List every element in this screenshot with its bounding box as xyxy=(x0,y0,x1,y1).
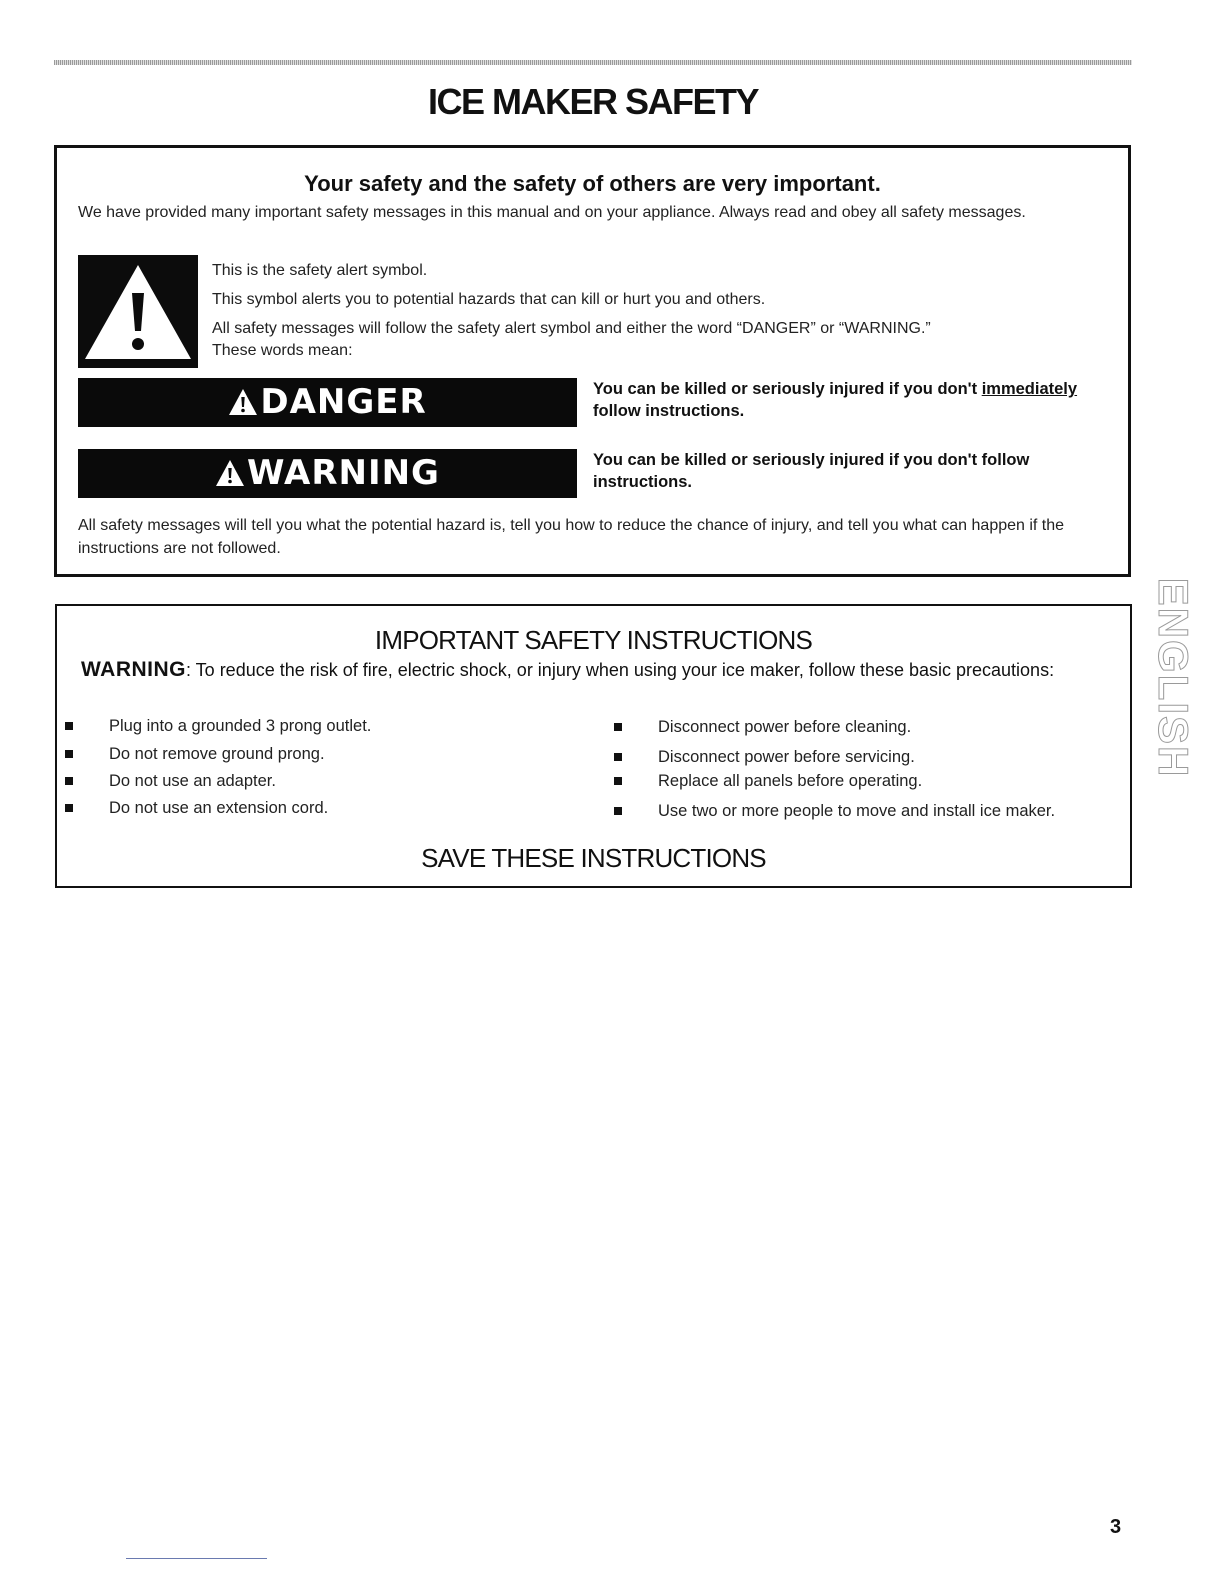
page-title: ICE MAKER SAFETY xyxy=(427,81,759,122)
precautions-right-list xyxy=(606,716,1126,821)
side-tab-label: ENGLISH xyxy=(1150,577,1197,779)
alert-line: This symbol alerts you to potential hazards that can kill or hurt you and others. xyxy=(212,291,766,308)
danger-label: DANGER xyxy=(260,382,427,422)
list-item xyxy=(57,798,577,818)
list-item xyxy=(606,771,1126,791)
warning-label: WARNING xyxy=(247,453,440,493)
safety-headline: Your safety and the safety of others are very important. xyxy=(304,171,881,196)
warning-text: : To reduce the risk of fire, electric shock, or injury when using your ice maker, follow these basic precautions: xyxy=(186,660,1055,680)
bullet-icon xyxy=(614,753,622,761)
top-dotted-rule xyxy=(54,60,1132,65)
instructions-warning xyxy=(81,658,1111,682)
list-item-text: Plug into a grounded 3 prong outlet. xyxy=(109,717,372,735)
safety-message-box xyxy=(54,145,1131,577)
danger-signal-bar xyxy=(78,378,577,427)
list-item-text: Replace all panels before operating. xyxy=(658,772,923,790)
list-item-text: Do not use an extension cord. xyxy=(109,799,329,817)
list-item xyxy=(57,744,577,764)
list-item-text: Disconnect power before servicing. xyxy=(658,748,915,766)
list-item xyxy=(57,716,577,736)
danger-description xyxy=(593,378,1123,422)
alert-line: These words mean: xyxy=(212,342,353,359)
list-item-text: Do not use an adapter. xyxy=(109,772,276,790)
safety-outro: All safety messages will tell you what the potential hazard is, tell you how to reduce the chance of injury, and tell you what can happen if the instructions are not followed. xyxy=(78,517,1065,557)
language-side-tab xyxy=(1150,563,1197,793)
warning-signal-bar xyxy=(78,449,577,498)
alert-line: This is the safety alert symbol. xyxy=(212,262,428,279)
alert-line: All safety messages will follow the safety alert symbol and either the word “DANGER” or “WARNING.” xyxy=(212,320,931,337)
danger-text-part: follow instructions. xyxy=(593,402,745,420)
list-item xyxy=(606,801,1126,821)
safety-intro: We have provided many important safety messages in this manual and on your appliance. Always read and obey all safety messages. xyxy=(78,204,1026,221)
list-item xyxy=(57,771,577,791)
safety-alert-icon xyxy=(78,255,198,368)
alert-triangle-icon xyxy=(228,381,258,430)
bullet-icon xyxy=(65,804,73,812)
list-item-text: Do not remove ground prong. xyxy=(109,745,325,763)
bullet-icon xyxy=(65,722,73,730)
list-item-text: Use two or more people to move and install ice maker. xyxy=(658,802,1056,820)
list-item xyxy=(606,747,1126,767)
danger-text-part: You can be killed or seriously injured if you don't xyxy=(593,380,982,398)
alert-triangle-icon xyxy=(215,452,245,501)
bullet-icon xyxy=(614,777,622,785)
save-instructions-title: SAVE THESE INSTRUCTIONS xyxy=(421,843,766,873)
warning-description: You can be killed or seriously injured if you don't follow instructions. xyxy=(593,451,1030,491)
list-item xyxy=(606,717,1126,737)
warning-word: WARNING xyxy=(81,658,186,681)
footer-rule xyxy=(126,1558,267,1559)
bullet-icon xyxy=(65,750,73,758)
instructions-title: IMPORTANT SAFETY INSTRUCTIONS xyxy=(374,625,813,655)
alert-symbol-explanation xyxy=(212,260,1112,369)
danger-text-emphasis: immediately xyxy=(981,380,1078,398)
important-safety-instructions-box xyxy=(55,604,1132,888)
bullet-icon xyxy=(65,777,73,785)
precautions-left-list xyxy=(57,716,577,818)
bullet-icon xyxy=(614,723,622,731)
bullet-icon xyxy=(614,807,622,815)
list-item-text: Disconnect power before cleaning. xyxy=(658,718,912,736)
page-number: 3 xyxy=(1110,1516,1122,1538)
